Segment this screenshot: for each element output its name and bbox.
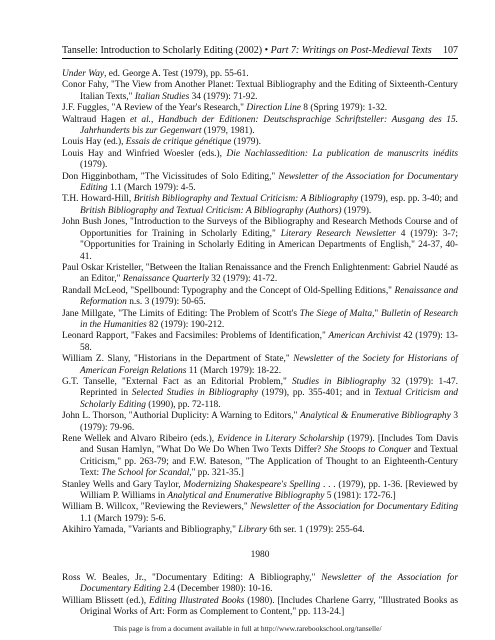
entry-text: William B. Willcox, "Reviewing the Reviewers," — [62, 502, 251, 513]
entry-text: John L. Thorson, "Authorial Duplicity: A Warning to Editors," — [62, 411, 300, 422]
entry-title-italic: Studies in Bibliography — [291, 376, 387, 387]
entry-title-italic: The Siege of Malta — [299, 308, 373, 319]
entry-text: , — [151, 114, 159, 125]
entry-text: 32 (1979): 1-47. Reprinted in — [80, 376, 458, 399]
bibliography-entry — [62, 411, 458, 434]
entry-title-italic: Analytical and Enumerative Bibliography — [167, 491, 325, 502]
bibliography-entry — [62, 263, 458, 286]
entry-title-italic: Evidence in Literary Scholarship — [217, 434, 345, 444]
entry-text: 82 (1979): 190-212. — [146, 319, 225, 330]
entry-text: Leonard Rapport, "Fakes and Facsimiles: Problems of Identification," — [62, 331, 329, 342]
entry-text: 6th ser. 1 (1979): 255-64. — [266, 525, 365, 536]
entry-text: 1.1 (March 1979): 5-6. — [80, 513, 166, 524]
entry-text: Rene Wellek and Alvaro Ribeiro (eds.), — [62, 434, 218, 444]
entry-title-italic: Literary Research Newsletter — [280, 228, 396, 239]
entry-title-italic: American Archivist — [328, 331, 401, 342]
entry-title-italic: Textual Criticism and Scholarly Editing — [80, 388, 458, 410]
bibliography-entry — [62, 354, 458, 377]
entry-text: Waltraud Hagen — [62, 114, 130, 125]
bibliography-entry — [62, 69, 458, 80]
entry-text: (1979), esp. pp. 3-40; and — [358, 194, 458, 205]
entry-text: 5 (1981): 172-76.] — [324, 491, 396, 502]
entry-text: . . . (1979), pp. 1-36. [Reviewed by William P. Williams in — [80, 479, 458, 502]
bibliography-entry — [62, 172, 458, 195]
entry-title-italic: Handbuch der Editionen: Deutschsprachige Schriftsteller: Ausgang des 15. Jahrhunderts bis zur Gegenwart — [80, 114, 459, 137]
entry-title-italic: et al. — [129, 114, 152, 125]
entry-text: T.H. Howard-Hill, — [62, 194, 134, 205]
entry-title-italic: Bulletin of Research in the Humanities — [80, 308, 458, 330]
entry-text: Don Higginbotham, "The Vicissitudes of Solo Editing," — [62, 171, 279, 182]
entry-text: (1979). — [80, 160, 108, 171]
entry-text: n.s. 3 (1979): 50-65. — [126, 297, 206, 308]
bibliography-entry — [62, 80, 458, 103]
entry-text: 11 (March 1979): 18-22. — [186, 365, 282, 376]
entry-text: Conor Fahy, "The View from Another Planet: Textual Bibliography and the Editing of Sixteenth-Century Italian Texts," — [62, 80, 458, 102]
entry-text: ," — [372, 308, 381, 319]
bibliography-entry — [62, 377, 458, 411]
entry-text: 8 (Spring 1979): 1-32. — [300, 103, 388, 114]
entry-title-italic: Newsletter of the Association for Documentary Editing — [80, 171, 458, 194]
entry-text: , ed. George A. Test (1979), pp. 55-61. — [104, 69, 249, 79]
bibliography-entry — [62, 309, 458, 332]
bibliography-entry — [62, 115, 458, 138]
bibliography-entry — [62, 137, 458, 148]
entry-text: 2.4 (December 1980): 10-16. — [160, 584, 273, 595]
entry-text: (1980). [Includes Charlene Garry, "Illustrated Books as Original Works of Art: Form as Complement to Content," pp. 113-24.] — [80, 595, 458, 618]
entry-text: (1979), pp. 355-401; and in — [258, 388, 375, 399]
entry-text: Akihiro Yamada, "Variants and Bibliography," — [62, 525, 239, 536]
entry-title-italic: Essais de critique génétique — [125, 137, 232, 148]
entry-text: (1979). — [341, 205, 372, 216]
entry-text: 34 (1979): 71-92. — [189, 91, 258, 102]
entry-title-italic: Direction Line — [246, 103, 301, 114]
entry-title-italic: Newsletter of the Association for Documentary Editing — [80, 573, 458, 595]
entry-text: William Blissett (ed.), — [62, 595, 149, 606]
entry-title-italic: Analytical & Enumerative Bibliography — [299, 411, 451, 422]
entry-text: Louis Hay (ed.), — [62, 137, 126, 148]
entry-title-italic: Under Way — [62, 69, 105, 79]
entry-text: 42 (1979): 13-58. — [80, 331, 458, 353]
source-footer: This page is from a document available in full at http://www.rarebookschool.org/tanselle/ — [113, 624, 382, 633]
bibliography-list-1980 — [62, 573, 458, 619]
year-heading: 1980 — [250, 549, 270, 560]
header-bullet: • — [264, 45, 269, 56]
entry-text: Ross W. Beales, Jr., "Documentary Editing: A Bibliography," — [62, 573, 322, 584]
entry-text: J.F. Fuggles, "A Review of the Year's Research," — [62, 103, 247, 114]
bibliography-body — [62, 69, 458, 619]
page-number: 107 — [443, 45, 458, 56]
entry-text: ," pp. 321-35.] — [189, 468, 244, 479]
header-book-title: Tanselle: Introduction to Scholarly Editing (2002) — [62, 45, 263, 56]
bibliography-entry — [62, 525, 458, 536]
entry-title-italic: Editing Illustrated Books — [148, 595, 245, 606]
bibliography-entry — [62, 502, 458, 525]
entry-text: and Textual Criticism," pp. 263-79; and F.W. Bateson, "The Application of Thought to an Eighteenth-Century Text: — [80, 445, 458, 479]
bibliography-list-1979 — [62, 69, 458, 537]
header-part-title: Part 7: Writings on Post-Medieval Texts — [270, 45, 432, 56]
bibliography-entry — [62, 286, 458, 309]
entry-text: (1979). [Includes Tom Davis and Susan Hamlyn, "What Do We Do When Two Texts Differ? — [80, 434, 458, 456]
entry-title-italic: Renaissance and Reformation — [80, 285, 458, 308]
entry-text: John Bush Jones, "Introduction to the Surveys of the Bibliography and Research Methods Course and of Opportunities for Training in Scholarly Editing," — [62, 217, 458, 239]
entry-title-italic: Die Nachlassedition: La publication de manuscrits inédits — [226, 148, 458, 159]
entry-title-italic: British Bibliography and Textual Criticism: A Bibliography — [133, 194, 359, 205]
entry-text: 3 (1979): 79-96. — [80, 411, 459, 433]
entry-text: G.T. Tanselle, "External Fact as an Editorial Problem," — [62, 376, 292, 387]
entry-title-italic: Modernizing Shakespeare's Spelling — [183, 479, 321, 490]
entry-title-italic: Library — [238, 525, 267, 536]
running-header — [62, 45, 458, 59]
entry-text: Louis Hay and Winfried Woesler (eds.), — [62, 148, 227, 159]
entry-text: 4 (1979): 3-7; "Opportunities for Training in Scholarly Editing in American Departments of English," 24-37, 40-41. — [80, 228, 458, 262]
entry-title-italic: British Bibliography and Textual Criticism: A Bibliography (Authors) — [80, 205, 342, 216]
entry-title-italic: She Stoops to Conquer — [323, 445, 412, 456]
bibliography-entry — [62, 331, 458, 354]
entry-title-italic: Newsletter of the Society for Historians of American Foreign Relations — [80, 354, 458, 376]
bibliography-entry — [62, 573, 458, 596]
entry-text: (1979, 1981). — [201, 126, 255, 137]
entry-text: Jane Millgate, "The Limits of Editing: The Problem of Scott's — [62, 308, 300, 319]
entry-title-italic: Italian Studies — [134, 91, 190, 102]
bibliography-entry — [62, 194, 458, 217]
entry-title-italic: Selected Studies in Bibliography — [131, 388, 259, 399]
entry-text: (1990), pp. 72-118. — [145, 399, 221, 410]
bibliography-entry — [62, 434, 458, 480]
bibliography-entry — [62, 103, 458, 114]
entry-text: Randall McLeod, "Spellbound: Typography and the Concept of Old-Spelling Editions," — [62, 285, 395, 296]
entry-title-italic: The School for Scandal — [101, 468, 190, 479]
bibliography-entry — [62, 217, 458, 263]
bibliography-entry — [62, 480, 458, 503]
entry-text: Paul Oskar Kristeller, "Between the Italian Renaissance and the French Enlightenment: Gabriel Naudé as an Editor," — [62, 262, 458, 285]
entry-text: 1.1 (March 1979): 4-5. — [107, 183, 196, 194]
bibliography-entry — [62, 596, 458, 619]
entry-text: William Z. Slany, "Historians in the Department of State," — [62, 354, 294, 365]
entry-title-italic: Renaissance Quarterly — [122, 274, 209, 285]
entry-text: Stanley Wells and Gary Taylor, — [62, 479, 184, 490]
entry-text: (1979). — [231, 137, 261, 148]
entry-title-italic: Newsletter of the Association for Documentary Editing — [250, 502, 459, 513]
entry-text: 32 (1979): 41-72. — [208, 274, 278, 285]
bibliography-entry — [62, 149, 458, 172]
